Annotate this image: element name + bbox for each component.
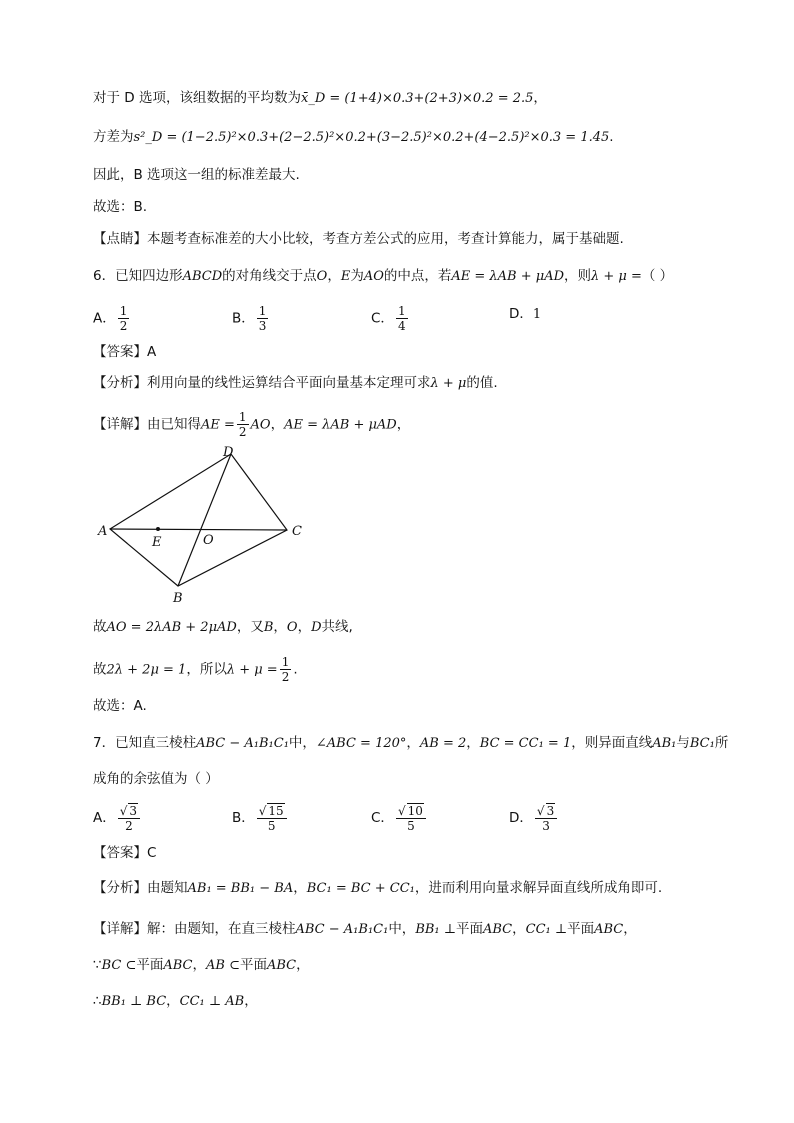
analysis-end: ，进而利用向量求解异面直线所成角即可. xyxy=(414,880,663,896)
comma: ， xyxy=(244,993,258,1009)
q7-option-a xyxy=(93,803,142,833)
point-d-ref: D xyxy=(311,620,322,635)
detail-eq1-rhs: AO xyxy=(250,417,271,433)
q6-o: O xyxy=(316,269,328,284)
comma: ， xyxy=(297,619,312,635)
variance-text: 方差为 xyxy=(93,129,134,145)
q6-mid3: 的中点，若 xyxy=(383,268,452,284)
frac-num: 1 xyxy=(281,655,290,669)
label-b: B xyxy=(173,591,183,606)
q7-option-b xyxy=(232,803,289,833)
q6-prefix: 6．已知四边形 xyxy=(93,268,183,284)
mean-line xyxy=(93,88,547,109)
q6-answer xyxy=(93,342,156,362)
choice-b: 故选：B. xyxy=(93,199,148,215)
q6-conclusion: 故选：A. xyxy=(93,698,147,714)
after1-formula: AO = 2λAB + 2μAD xyxy=(106,620,237,635)
therefore-2: CC₁ ⊥ AB xyxy=(179,994,245,1009)
q6-stem xyxy=(93,266,673,287)
comma: ， xyxy=(192,957,207,973)
text: 与 xyxy=(676,735,690,751)
detail-tag: 【详解】 xyxy=(93,921,147,937)
after2-lm: λ + μ = xyxy=(226,662,278,678)
frac-den: 5 xyxy=(407,819,415,833)
text: 平面 xyxy=(239,957,267,973)
analysis-tag: 【分析】 xyxy=(93,880,147,896)
because-symbol: ∵ xyxy=(93,957,102,973)
q6-option-a xyxy=(93,304,131,333)
q6-comma: ， xyxy=(327,268,341,284)
q7-prefix: 7．已知直三棱柱 xyxy=(93,735,197,751)
analysis-text: 由题知 xyxy=(147,880,188,896)
after2-formula: 2λ + 2μ = 1 xyxy=(106,662,187,678)
remark-line xyxy=(93,229,624,249)
detail-eq1-frac xyxy=(237,410,249,439)
conclusion-b: 因此，B 选项这一组的标准差最大. xyxy=(93,167,300,183)
comma: ， xyxy=(512,921,526,937)
q7-because xyxy=(93,955,310,976)
detail-abc2: ABC xyxy=(594,922,624,937)
text: ，所以 xyxy=(186,661,227,678)
analysis-text: 利用向量的线性运算结合平面向量基本定理可求 xyxy=(147,375,431,391)
comma: ， xyxy=(406,735,420,751)
punct: . xyxy=(609,129,614,145)
detail-text: 由已知得 xyxy=(147,416,201,433)
comma: ， xyxy=(396,416,411,433)
answer-value: C xyxy=(147,845,157,861)
because-abc2: ABC xyxy=(266,958,297,973)
text: 故 xyxy=(93,619,107,635)
q7-bc: BC = CC₁ = 1 xyxy=(479,736,572,751)
analysis-eq1: AB₁ = BB₁ − BA xyxy=(187,881,294,896)
q6-mid4: ，则 xyxy=(564,268,592,284)
option-frac xyxy=(257,803,287,833)
frac-num: √ 3 xyxy=(535,803,557,819)
text: 共线, xyxy=(321,619,353,635)
text: 平面 xyxy=(567,921,595,937)
variance-line xyxy=(93,127,614,148)
detail-abc1: ABC xyxy=(483,922,513,937)
q7-option-d xyxy=(509,803,559,833)
q7-angle: ∠ABC = 120° xyxy=(315,736,407,751)
text: 平面 xyxy=(456,921,483,937)
comma: ， xyxy=(270,416,285,433)
answer-tag: 【答案】 xyxy=(93,344,147,360)
quadrilateral-abcd xyxy=(110,454,287,586)
q6-option-d xyxy=(509,304,541,325)
q6-option-b xyxy=(232,304,270,333)
q7-ab: AB = 2 xyxy=(419,736,467,751)
frac-den: 2 xyxy=(238,425,247,439)
q6-after2 xyxy=(93,655,298,684)
detail-eq1-lhs: AE = xyxy=(201,417,235,433)
option-frac xyxy=(118,803,140,833)
q7-therefore xyxy=(93,991,258,1012)
option-letter: D． xyxy=(509,306,533,322)
frac-den: 2 xyxy=(125,819,133,833)
option-letter: B． xyxy=(232,310,255,327)
q7-stem-line2: 成角的余弦值为（ ） xyxy=(93,771,219,787)
diagonal-bd xyxy=(178,454,231,586)
option-frac xyxy=(396,304,408,333)
radicand: 15 xyxy=(268,804,284,818)
period: . xyxy=(293,661,298,678)
variance-formula: s²_D = (1−2.5)²×0.3+(2−2.5)²×0.2+(3−2.5)²×0.2+(4−2.5)²×0.3 = 1.45 xyxy=(133,130,610,145)
q6-ao: AO xyxy=(363,269,384,284)
frac-num: √ 15 xyxy=(257,803,287,819)
detail-text: 解：由题知，在直三棱柱 xyxy=(147,921,296,937)
comma: ， xyxy=(273,619,287,635)
option-letter: B． xyxy=(232,810,255,826)
analysis-end: 的值. xyxy=(466,375,498,391)
text: 中， xyxy=(388,921,416,937)
option-value: 1 xyxy=(532,307,542,322)
detail-bb1: BB₁ ⊥ xyxy=(415,922,456,937)
text: 所 xyxy=(714,735,729,751)
option-letter: A． xyxy=(93,810,116,826)
option-frac xyxy=(257,304,269,333)
frac-num: 1 xyxy=(397,304,406,318)
comma: ， xyxy=(623,921,637,937)
q6-option-c xyxy=(371,304,410,333)
after2-frac xyxy=(280,655,292,684)
frac-num: √ 10 xyxy=(396,803,426,819)
option-letter: C． xyxy=(371,810,394,826)
option-letter: A． xyxy=(93,310,116,327)
therefore-1: BB₁ ⊥ BC xyxy=(101,994,167,1009)
frac-num: √ 3 xyxy=(118,803,140,819)
radicand: 3 xyxy=(129,804,138,818)
option-frac xyxy=(535,803,557,833)
text: 中， xyxy=(288,735,316,751)
analysis-tag: 【分析】 xyxy=(93,375,147,391)
q6-after1 xyxy=(93,617,353,638)
radicand: 3 xyxy=(546,804,555,818)
comma: ， xyxy=(293,880,307,896)
frac-den: 5 xyxy=(267,819,276,833)
frac-num: 1 xyxy=(258,304,267,318)
frac-den: 3 xyxy=(258,319,267,333)
point-b-ref: B xyxy=(263,620,274,635)
detail-prism: ABC − A₁B₁C₁ xyxy=(295,922,389,937)
q6-lambda-mu: λ + μ = xyxy=(591,269,642,284)
remark-text: 本题考查标准差的大小比较，考查方差公式的应用，考查计算能力，属于基础题. xyxy=(147,231,624,247)
q7-analysis xyxy=(93,878,662,899)
radicand: 10 xyxy=(407,804,423,818)
comma: ， xyxy=(166,993,180,1009)
quadrilateral-figure xyxy=(90,440,320,610)
frac-den: 2 xyxy=(119,319,128,333)
therefore-symbol: ∴ xyxy=(93,993,102,1009)
label-d: D xyxy=(223,445,234,460)
q6-detail xyxy=(93,410,410,439)
detail-eq2: AE = λAB + μAD xyxy=(284,417,397,433)
q6-vector-eq: AE = λAB + μAD xyxy=(451,269,565,284)
label-o: O xyxy=(203,533,214,548)
frac-den: 2 xyxy=(281,670,290,684)
detail-cc1: CC₁ ⊥ xyxy=(525,922,568,937)
q7-prism: ABC − A₁B₁C₁ xyxy=(196,736,289,751)
answer-value: A xyxy=(147,344,157,360)
diagonal-ac xyxy=(110,529,287,530)
mean-formula: x̄_D = (1+4)×0.3+(2+3)×0.2 = 2.5 xyxy=(300,91,534,106)
analysis-eq2: BC₁ = BC + CC₁ xyxy=(306,881,415,896)
because-bc: BC ⊂ xyxy=(101,958,137,973)
frac-den: 3 xyxy=(542,819,550,833)
label-e: E xyxy=(152,535,162,550)
text: ，则异面直线 xyxy=(571,735,653,751)
q6-analysis xyxy=(93,373,498,394)
label-a: A xyxy=(98,524,108,539)
text: 平面 xyxy=(136,957,164,973)
frac-num: 1 xyxy=(238,410,247,424)
answer-tag: 【答案】 xyxy=(93,845,147,861)
q6-mid1: 的对角线交于点 xyxy=(222,268,317,284)
label-c: C xyxy=(292,524,302,539)
q7-ab1: AB₁ xyxy=(652,736,677,751)
analysis-lm: λ + μ xyxy=(430,376,467,391)
q7-stem xyxy=(93,733,728,754)
q6-e: E xyxy=(340,269,351,284)
q7-bc1: BC₁ xyxy=(689,736,715,751)
text: 故 xyxy=(93,661,107,678)
q6-abcd: ABCD xyxy=(182,269,223,284)
text: ，又 xyxy=(236,619,264,635)
option-letter: C． xyxy=(371,310,394,327)
mean-text: 对于 D 选项，该组数据的平均数为 xyxy=(93,90,301,106)
q7-detail xyxy=(93,919,637,940)
q7-answer xyxy=(93,843,156,863)
q6-mid2: 为 xyxy=(350,268,364,284)
point-o-ref: O xyxy=(286,620,298,635)
because-abc1: ABC xyxy=(163,958,193,973)
punct: ， xyxy=(533,90,547,106)
frac-num: 1 xyxy=(119,304,128,318)
detail-tag: 【详解】 xyxy=(93,416,147,433)
comma: ， xyxy=(296,957,310,973)
frac-den: 4 xyxy=(397,319,406,333)
point-e xyxy=(156,527,160,531)
q6-paren: （ ） xyxy=(641,268,674,284)
option-frac xyxy=(396,803,426,833)
option-letter: D． xyxy=(509,810,533,826)
option-frac xyxy=(118,304,130,333)
because-ab: AB ⊂ xyxy=(206,958,240,973)
q7-option-c xyxy=(371,803,428,833)
comma: ， xyxy=(466,735,480,751)
remark-tag: 【点睛】 xyxy=(93,231,147,247)
